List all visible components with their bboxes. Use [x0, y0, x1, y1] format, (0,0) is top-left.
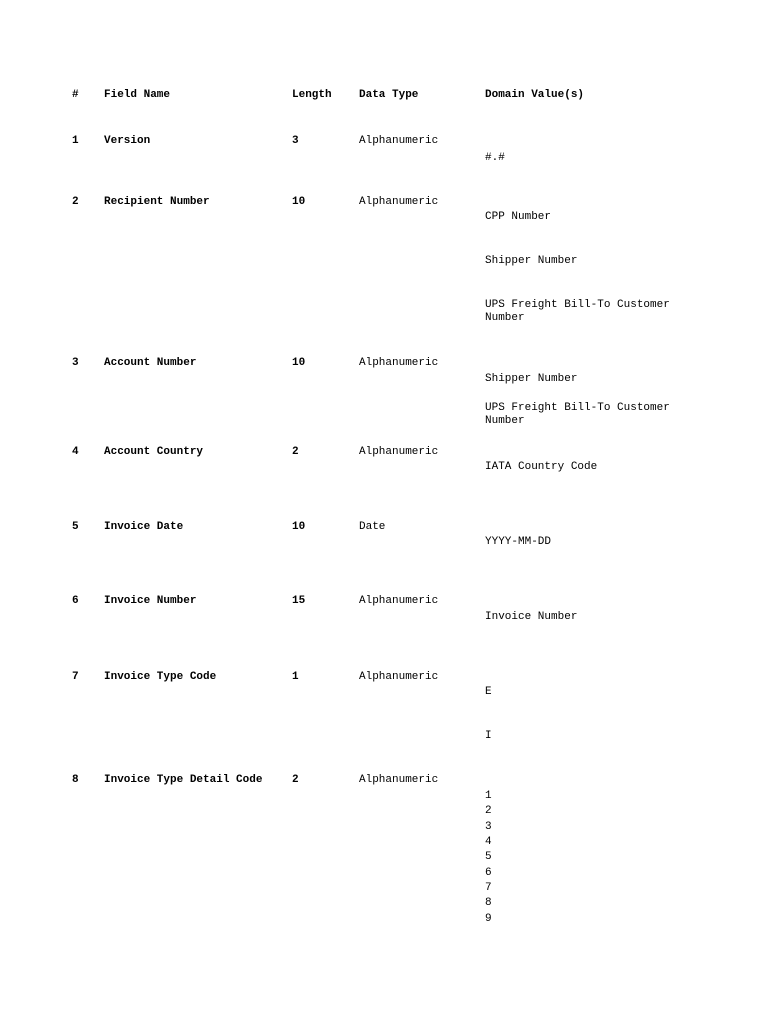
row-domain-value: 4: [485, 836, 492, 848]
row-field-name: Version: [104, 135, 151, 147]
row-data-type: Date: [359, 521, 386, 533]
row-domain-value: UPS Freight Bill-To Customer Number: [485, 402, 670, 427]
row-domain-value: Invoice Number: [485, 611, 578, 623]
row-num: 3: [72, 357, 79, 369]
row-length: 15: [292, 595, 306, 607]
row-field-name: Invoice Type Code: [104, 671, 217, 683]
row-domain-value: YYYY-MM-DD: [485, 536, 552, 548]
row-field-name: Invoice Type Detail Code: [104, 774, 263, 786]
header-domain-values: Domain Value(s): [485, 89, 585, 101]
row-domain-value: 9: [485, 913, 492, 925]
header-field-name: Field Name: [104, 89, 171, 101]
row-field-name: Recipient Number: [104, 196, 210, 208]
row-length: 10: [292, 196, 306, 208]
row-num: 8: [72, 774, 79, 786]
row-length: 2: [292, 774, 299, 786]
row-data-type: Alphanumeric: [359, 196, 439, 208]
row-num: 5: [72, 521, 79, 533]
row-field-name: Account Country: [104, 446, 204, 458]
row-num: 7: [72, 671, 79, 683]
row-domain-value: UPS Freight Bill-To Customer Number: [485, 299, 670, 324]
row-domain-value: Shipper Number: [485, 255, 578, 267]
row-field-name: Invoice Number: [104, 595, 197, 607]
row-domain-value: IATA Country Code: [485, 461, 598, 473]
row-data-type: Alphanumeric: [359, 774, 439, 786]
row-domain-value: 1: [485, 790, 492, 802]
row-data-type: Alphanumeric: [359, 135, 439, 147]
row-domain-value: I: [485, 730, 492, 742]
header-num: #: [72, 89, 79, 101]
row-domain-value: 8: [485, 897, 492, 909]
row-length: 10: [292, 521, 306, 533]
header-data-type: Data Type: [359, 89, 419, 101]
row-length: 2: [292, 446, 299, 458]
row-domain-value: 6: [485, 867, 492, 879]
row-domain-value: 3: [485, 821, 492, 833]
row-field-name: Invoice Date: [104, 521, 184, 533]
row-domain-value: 5: [485, 851, 492, 863]
row-domain-value: 2: [485, 805, 492, 817]
row-data-type: Alphanumeric: [359, 357, 439, 369]
row-data-type: Alphanumeric: [359, 671, 439, 683]
header-length: Length: [292, 89, 332, 101]
row-domain-value: CPP Number: [485, 211, 552, 223]
row-domain-value: E: [485, 686, 492, 698]
row-data-type: Alphanumeric: [359, 446, 439, 458]
row-length: 3: [292, 135, 299, 147]
row-domain-value: Shipper Number: [485, 373, 578, 385]
row-length: 10: [292, 357, 306, 369]
row-domain-value: #.#: [485, 152, 505, 164]
row-num: 2: [72, 196, 79, 208]
row-length: 1: [292, 671, 299, 683]
row-num: 1: [72, 135, 79, 147]
row-num: 4: [72, 446, 79, 458]
row-field-name: Account Number: [104, 357, 197, 369]
row-num: 6: [72, 595, 79, 607]
row-domain-value: 7: [485, 882, 492, 894]
row-data-type: Alphanumeric: [359, 595, 439, 607]
